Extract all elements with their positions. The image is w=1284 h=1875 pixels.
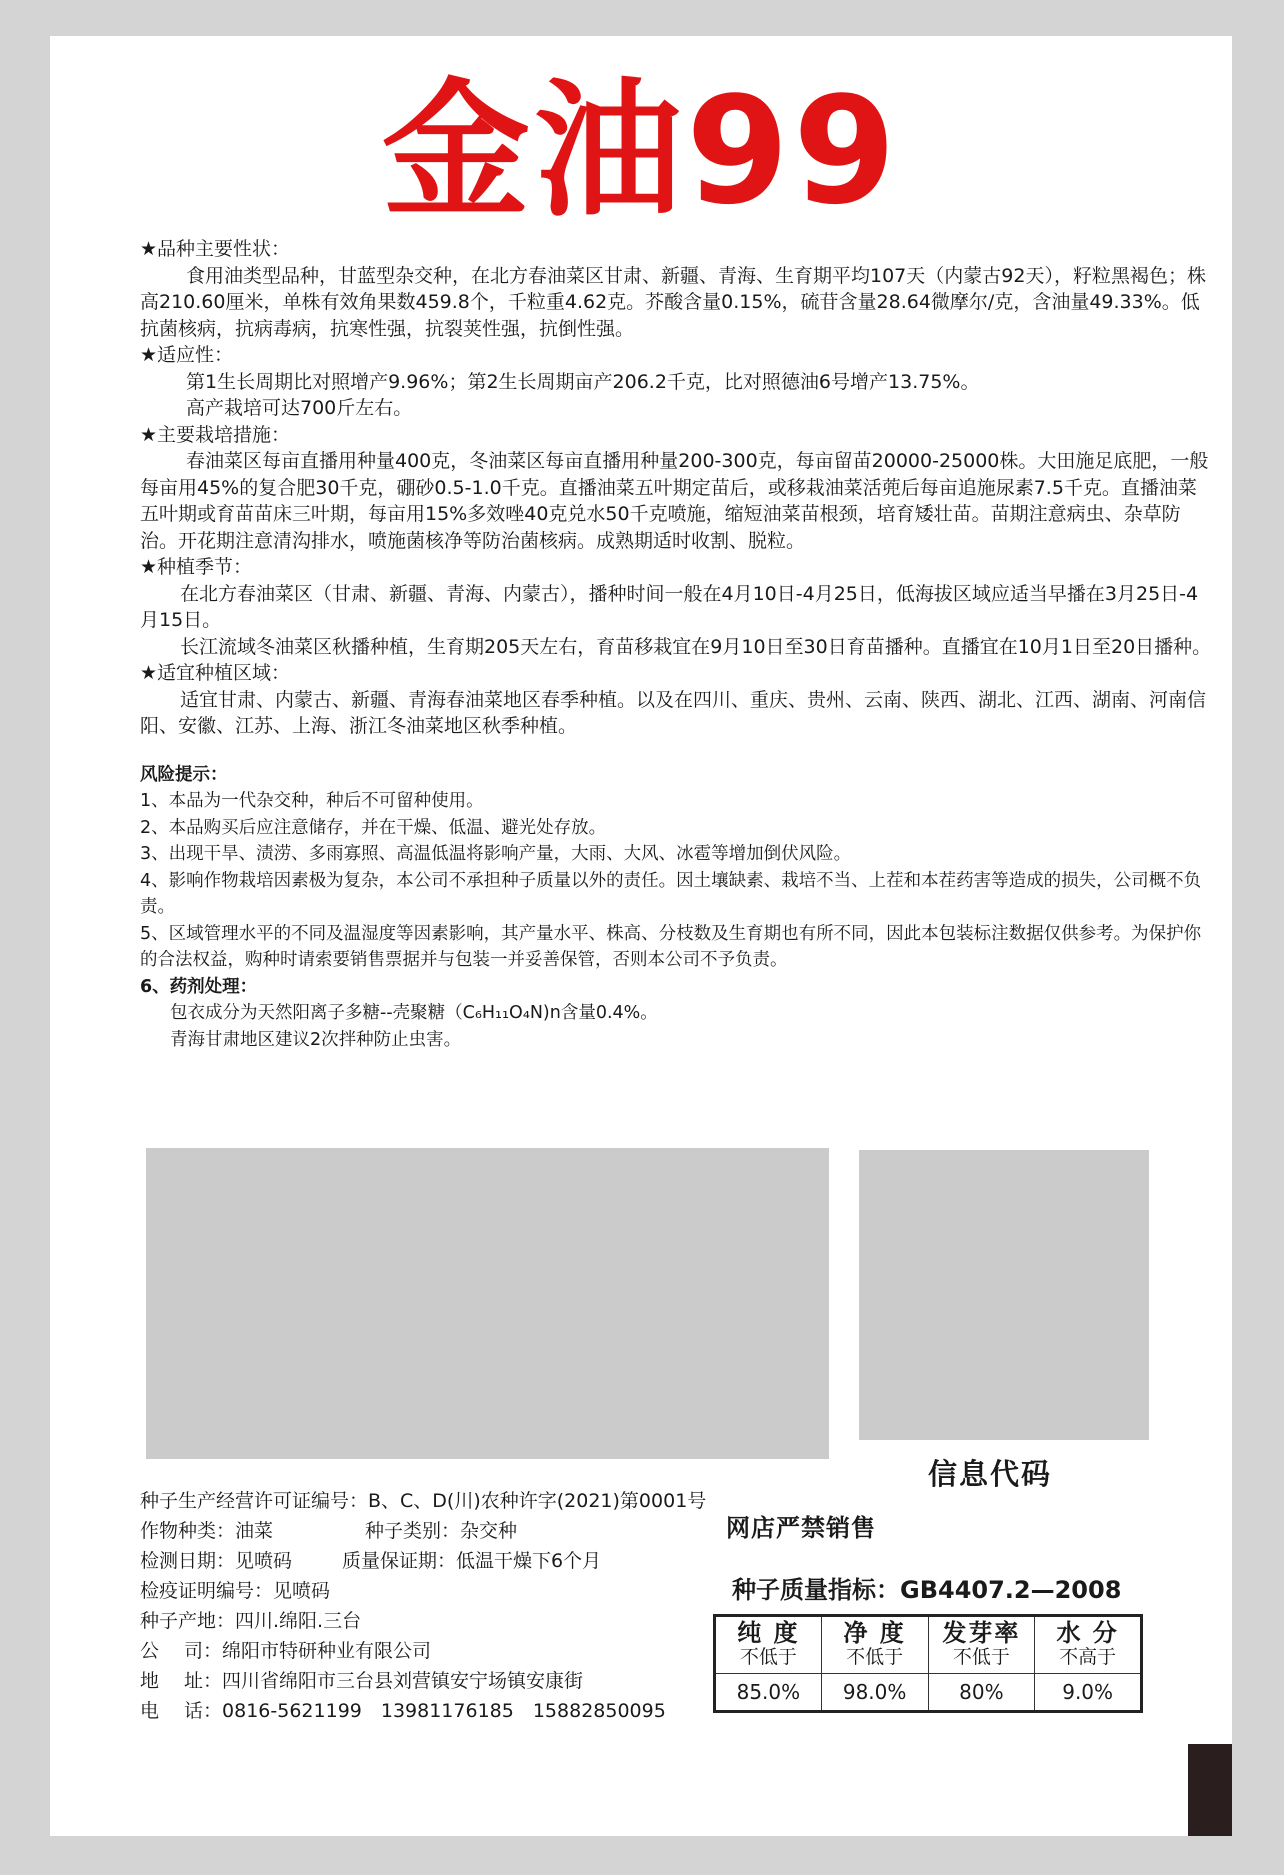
quality-header-cell: 发芽率 不低于 [928,1616,1035,1674]
quality-value-cell: 98.0% [821,1674,928,1712]
section-heading: ★主要栽培措施： [140,423,291,446]
risk-item: 2、本品购买后应注意储存，并在干燥、低温、避光处存放。 [140,817,607,838]
section-paragraph: 高产栽培可达700斤左右。 [186,397,413,419]
section-heading: ★种植季节： [140,556,253,578]
section-paragraph: 第1生长周期比对照增产9.96%；第2生长周期亩产206.2千克，比对照德油6号增产13.75%。 [186,370,980,393]
shelf-life: 质量保证期：低温干燥下6个月 [342,1550,602,1572]
qr-code-label: 信息代码 [927,1457,1052,1491]
license-number: 种子生产经营许可证编号：B、C、D(川)农种许字(2021)第0001号 [140,1490,707,1512]
online-sale-notice: 网店严禁销售 [726,1514,876,1542]
image-placeholder [146,1148,829,1459]
date-row [140,1546,660,1576]
quality-value-cell: 85.0% [715,1674,822,1712]
quality-value-row [715,1674,1142,1712]
qr-code-placeholder [859,1150,1149,1440]
quality-value-cell: 9.0% [1035,1674,1142,1712]
seed-info-block [140,1486,707,1726]
quality-table [713,1614,1143,1713]
company-address: 地 址：四川省绵阳市三台县刘营镇安宁场镇安康街 [140,1670,584,1692]
risk-item: 4、影响作物栽培因素极为复杂，本公司不承担种子质量以外的责任。因土壤缺素、栽培不当、上茬和本茬药害等造成的损失，公司概不负责。 [140,870,1202,917]
section-paragraph: 长江流域冬油菜区秋播种植，生育期205天左右，育苗移栽宜在9月10日至30日育苗播种。直播宜在10月1日至20日播种。 [180,635,1212,658]
quality-header-cell: 净 度 不低于 [821,1616,928,1674]
risk-item: 3、出现干旱、渍涝、多雨寡照、高温低温将影响产量，大雨、大风、冰雹等增加倒伏风险。 [140,844,852,864]
section-heading: ★品种主要性状： [140,238,291,260]
seed-type: 种子类别：杂交种 [365,1520,518,1542]
section-heading: ★适宜种植区域： [140,662,291,684]
quarantine-number: 检疫证明编号：见喷码 [140,1580,331,1602]
quality-value-cell: 80% [928,1674,1035,1712]
risk-item: 5、区域管理水平的不同及温湿度等因素影响，其产量水平、株高、分枝数及生育期也有所不同，因此本包装标注数据仅供参考。为保护你的合法权益，购种时请索要销售票据并与包装一并妥善保管，否则本公司不予负责。 [140,923,1202,970]
quality-header-cell: 水 分 不高于 [1035,1616,1142,1674]
section-paragraph: 适宜甘肃、内蒙古、新疆、青海春油菜地区春季种植。以及在四川、重庆、贵州、云南、陕西、湖北、江西、湖南、河南信阳、安徽、江苏、上海、浙江冬油菜地区秋季种植。 [140,688,1207,737]
risk-item-heading: 6、药剂处理： [140,976,258,997]
risk-notice [140,762,1212,1054]
product-title: 金油99 [382,65,900,237]
corner-mark [1188,1744,1232,1836]
phone-numbers: 电 话：0816-5621199 13981176185 15882850095 [140,1700,666,1722]
quality-header-cell: 纯 度 不低于 [715,1616,822,1674]
crop-row [140,1516,660,1546]
risk-item: 1、本品为一代杂交种，种后不可留种使用。 [140,791,484,811]
risk-heading: 风险提示： [140,764,228,785]
quality-standard-title: 种子质量指标：GB4407.2—2008 [732,1576,1122,1604]
risk-item-line: 青海甘肃地区建议2次拌种防止虫害。 [170,1029,462,1050]
company-name: 公 司：绵阳市特研种业有限公司 [140,1640,432,1662]
section-paragraph: 食用油类型品种，甘蓝型杂交种，在北方春油菜区甘肃、新疆、青海、生育期平均107天（内蒙古92天），籽粒黑褐色；株高210.60厘米，单株有效角果数459.8个，千粒重4.62克。芥酸含量0.15%，硫苷含量28.64微摩尔/克，含油量49.33%。低抗菌核病，抗病毒病，抗寒性强，抗裂荚性强，抗倒性强。 [140,264,1206,340]
section-paragraph: 在北方春油菜区（甘肃、新疆、青海、内蒙古），播种时间一般在4月10日-4月25日，低海拔区域应适当早播在3月25日-4月15日。 [140,582,1199,631]
origin: 种子产地：四川.绵阳.三台 [140,1610,362,1632]
section-paragraph: 春油菜区每亩直播用种量400克，冬油菜区每亩直播用种量200-300克，每亩留苗20000-25000株。大田施足底肥，一般每亩用45%的复合肥30千克，硼砂0.5-1.0千克。直播油菜五叶期定苗后，或移栽油菜活蔸后每亩追施尿素7.5千克。直播油菜五叶期或育苗苗床三叶期，每亩用15%多效唑40克兑水50千克喷施，缩短油菜苗根颈，培育矮壮苗。苗期注意病虫、杂草防治。开花期注意清沟排水，喷施菌核净等防治菌核病。成熟期适时收割、脱粒。 [140,450,1209,552]
risk-item-line: 包衣成分为天然阳离子多糖--壳聚糖（C₆H₁₁O₄N)n含量0.4%。 [170,1003,658,1023]
crop-type: 作物种类：油菜 [140,1520,274,1542]
section-heading: ★适应性： [140,344,234,366]
quality-header-row [715,1616,1142,1674]
description [140,236,1212,1053]
test-date: 检测日期：见喷码 [140,1550,293,1572]
